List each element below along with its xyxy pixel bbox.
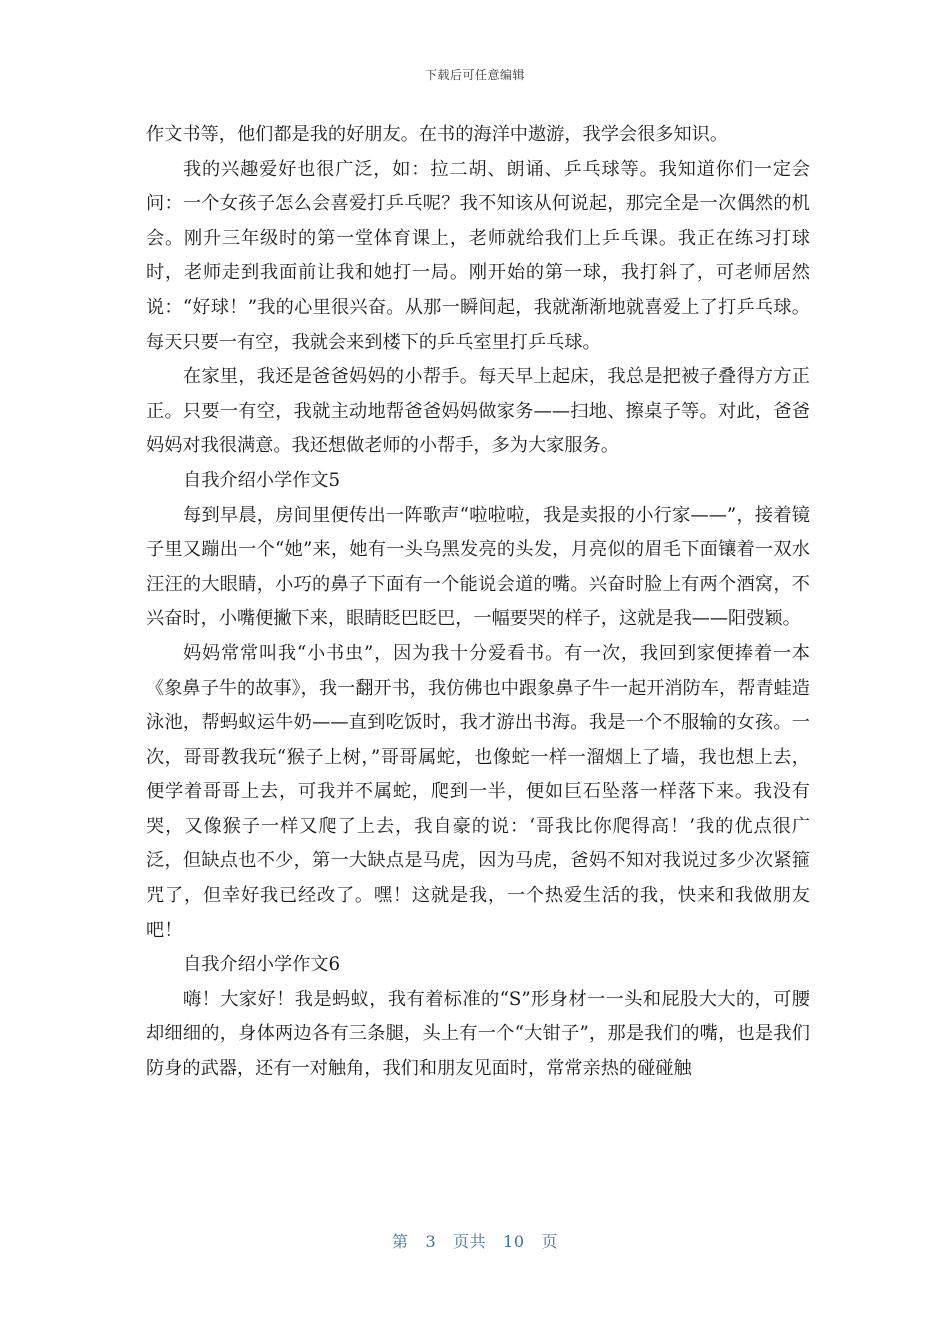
page-label-prefix: 第 <box>391 1232 409 1251</box>
paragraph-1: 作文书等，他们都是我的好朋友。在书的海洋中遨游，我学会很多知识。 <box>146 124 729 145</box>
page-label-suffix: 页 <box>541 1232 559 1251</box>
total-pages-number: 10 <box>503 1232 525 1251</box>
page-header: 下载后可任意编辑 <box>424 68 525 82</box>
paragraph-5: 妈妈常常叫我“小书虫”，因为我十分爱看书。有一次，我回到家便捧着一本《象鼻子牛的故事》，我一翻开书，我仿佛也中跟象鼻子牛一起开消防车，帮青蛙造泳池，帮蚂蚁运牛奶——直到吃饭时，我才游出书海。我是一个不服输的女孩。一次，哥哥教我玩“猴子上树，”哥哥属蛇，也像蛇一样一溜烟上了墙，我也想上去，便学着哥哥上去，可我并不属蛇，爬到一半，便如巨石坠落一样落下来。我没有哭，又像猴子一样又爬了上去，我自豪的说：‘哥我比你爬得高！’我的优点很广泛，但缺点也不少，第一大缺点是马虎，因为马虎，爸妈不知对我说过多少次紧箍咒了，但幸好我已经改了。嘿！这就是我，一个热爱生活的我，快来和我做朋友吧！ <box>146 642 810 941</box>
document-body <box>146 118 810 1087</box>
page-footer <box>0 1229 950 1252</box>
section-heading-6: 自我介绍小学作文6 <box>183 954 341 976</box>
current-page-number: 3 <box>425 1232 437 1251</box>
paragraph-6: 嗨！大家好！我是蚂蚁，我有着标准的“S”形身材一一头和屁股大大的，可腰却细细的，身体两边各有三条腿，头上有一个“大钳子”，那是我们的嘴，也是我们防身的武器，还有一对触角，我们和朋友见面时，常常亲热的碰碰触 <box>146 988 810 1080</box>
paragraph-4: 每到早晨，房间里便传出一阵歌声“啦啦啦，我是卖报的小行家——”，接着镜子里又蹦出一个“她”来，她有一头乌黑发亮的头发，月亮似的眉毛下面镶着一双水汪汪的大眼睛，小巧的鼻子下面有一个能说会道的嘴。兴奋时脸上有两个酒窝，不兴奋时，小嘴便撇下来，眼睛眨巴眨巴，一幅要哭的样子，这就是我——阳弢颖。 <box>146 504 810 630</box>
page-label-middle: 页共 <box>453 1232 487 1251</box>
paragraph-3: 在家里，我还是爸爸妈妈的小帮手。每天早上起床，我总是把被子叠得方方正正。只要一有空，我就主动地帮爸爸妈妈做家务——扫地、擦桌子等。对此，爸爸妈妈对我很满意。我还想做老师的小帮手，多为大家服务。 <box>146 366 810 457</box>
section-heading-5: 自我介绍小学作文5 <box>183 469 341 491</box>
paragraph-2: 我的兴趣爱好也很广泛，如：拉二胡、朗诵、乒乓球等。我知道你们一定会问：一个女孩子怎么会喜爱打乒乓呢？我不知该从何说起，那完全是一次偶然的机会。刚升三年级时的第一堂体育课上，老师就给我们上乒乓课。我正在练习打球时，老师走到我面前让我和她打一局。刚开始的第一球，我打斜了，可老师居然说：“好球！”我的心里很兴奋。从那一瞬间起，我就渐渐地就喜爱上了打乒乓球。每天只要一有空，我就会来到楼下的乒乓室里打乒乓球。 <box>146 158 810 353</box>
